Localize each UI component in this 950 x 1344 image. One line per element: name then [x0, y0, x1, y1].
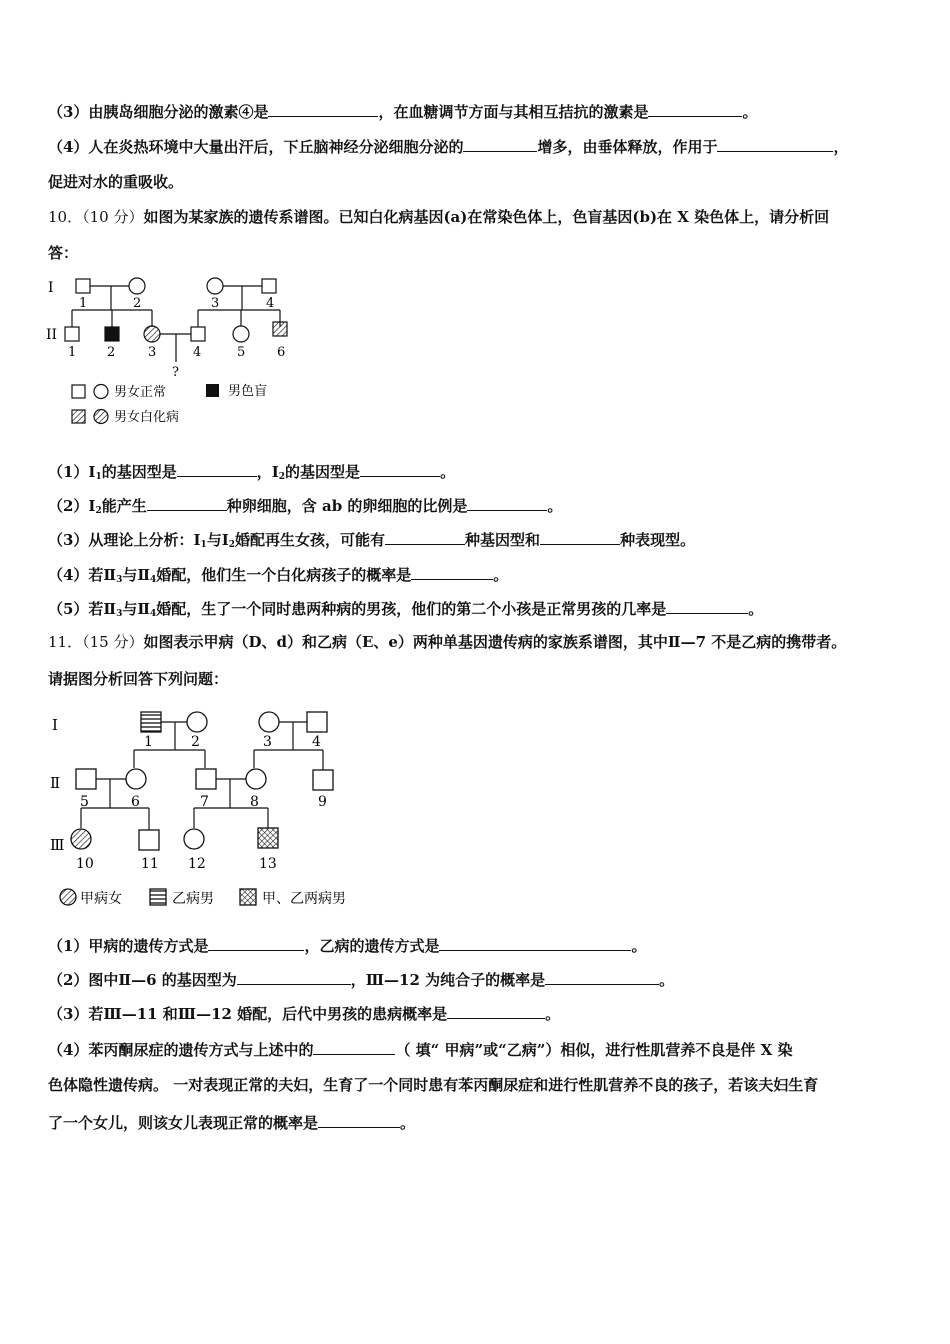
male-both-diseases: [258, 828, 278, 848]
female-normal: [129, 278, 145, 294]
generation-label-ii: Ⅱ: [50, 774, 61, 792]
individual-id: 3: [148, 345, 157, 360]
q10-part5: （5）若$Ⅱ_3$与$Ⅱ_4$婚配，生了一个同时患两种病的男孩，他们的第二个小孩是正常男孩的几率是 。: [48, 600, 764, 619]
male-normal: [313, 770, 333, 790]
female-normal: [246, 769, 266, 789]
q11-part4-end: 了一个女儿，则该女儿表现正常的概率是 。: [48, 1114, 416, 1132]
generation-label-i: I: [48, 280, 54, 296]
individual-id: 4: [312, 734, 321, 750]
generation-label-iii: Ⅲ: [50, 836, 65, 854]
answer-blank[interactable]: [463, 136, 537, 152]
male-normal: [139, 830, 159, 850]
legend-c-label: 甲、乙两病男: [262, 891, 346, 907]
answer-blank[interactable]: [385, 529, 465, 545]
individual-id: 8: [250, 794, 259, 810]
answer-blank[interactable]: [411, 564, 493, 580]
individual-id: 11: [141, 856, 159, 872]
answer-blank[interactable]: [648, 101, 742, 117]
generation-label-ii: II: [46, 327, 58, 343]
individual-id: 10: [76, 856, 94, 872]
individual-id: 12: [188, 856, 206, 872]
legend-male-disease-b: [150, 889, 166, 905]
female-normal: [259, 712, 279, 732]
individual-id: 5: [237, 345, 246, 360]
individual-id: 2: [191, 734, 200, 750]
female-normal: [187, 712, 207, 732]
answer-blank[interactable]: [717, 136, 833, 152]
individual-id: 6: [277, 345, 286, 360]
answer-blank[interactable]: [467, 495, 547, 511]
individual-id: 3: [211, 296, 220, 311]
male-colorblind: [105, 327, 119, 341]
individual-id: 1: [79, 296, 88, 311]
answer-blank[interactable]: [360, 461, 440, 477]
q10-part2: $(2)Ⅰ_2$能产生 种卵细胞，含 ab 的卵细胞的比例是 。: [48, 497, 563, 516]
generation-label-i: Ⅰ: [52, 716, 58, 734]
unknown-child: ?: [172, 365, 179, 380]
q10-part4: （4）若$Ⅱ_3$与$Ⅱ_4$婚配，他们生一个白化病孩子的概率是 。: [48, 566, 509, 585]
individual-id: 3: [263, 734, 272, 750]
individual-id: 4: [266, 296, 275, 311]
individual-id: 2: [107, 345, 116, 360]
individual-id: 1: [68, 345, 77, 360]
female-disease-a: [71, 829, 91, 849]
individual-id: 9: [318, 794, 327, 810]
q10-pedigree-figure: [40, 272, 310, 432]
legend-female-albino: [94, 410, 108, 424]
male-disease-b: [141, 712, 161, 732]
q11-part4-cont: 色体隐性遗传病。 一对表现正常的夫妇，生育了一个同时患有苯丙酮尿症和进行性肌营养不良的孩子，若该夫妇生育: [48, 1076, 819, 1094]
answer-blank[interactable]: [439, 935, 631, 951]
q11-part2: （2）图中Ⅱ—6 的基因型为 ，Ⅲ—12 为纯合子的概率是 。: [48, 971, 675, 989]
female-normal: [207, 278, 223, 294]
male-albino: [273, 322, 287, 336]
legend-normal-label: 男女正常: [114, 385, 167, 400]
q10-part1: $(1)Ⅰ_1$的基因型是 ，$Ⅰ_2$的基因型是 。: [48, 463, 456, 482]
legend-male-normal: [72, 385, 85, 398]
answer-blank[interactable]: [313, 1039, 395, 1055]
answer-blank[interactable]: [318, 1112, 400, 1128]
answer-blank[interactable]: [208, 935, 304, 951]
legend-colorblind-label: 男色盲: [228, 384, 268, 399]
answer-blank[interactable]: [447, 1003, 545, 1019]
individual-id: 6: [131, 794, 140, 810]
q11-part1: （1）甲病的遗传方式是 ，乙病的遗传方式是 。: [48, 937, 647, 955]
legend-female-disease-a: [60, 889, 76, 905]
legend-male-both: [240, 889, 256, 905]
male-normal: [65, 327, 79, 341]
q11-part3: （3）若Ⅲ—11 和Ⅲ—12 婚配，后代中男孩的患病概率是 。: [48, 1005, 561, 1023]
legend-male-albino: [72, 410, 85, 423]
female-normal: [184, 829, 204, 849]
legend-a-label: 甲病女: [80, 891, 122, 907]
legend-albino-label: 男女白化病: [114, 410, 180, 425]
q9-part4: （4）人在炎热环境中大量出汗后，下丘脑神经分泌细胞分泌的 增多，由垂体释放，作用于 ，: [48, 138, 849, 156]
answer-blank[interactable]: [237, 969, 351, 985]
q9-part3: （3）由胰岛细胞分泌的激素④是 ，在血糖调节方面与其相互拮抗的激素是 。: [48, 103, 758, 121]
male-normal: [307, 712, 327, 732]
male-normal: [262, 279, 276, 293]
individual-id: 1: [144, 734, 153, 750]
answer-blank[interactable]: [268, 101, 378, 117]
individual-id: 2: [133, 296, 142, 311]
answer-blank[interactable]: [666, 598, 748, 614]
male-normal: [76, 279, 90, 293]
q10-stem-cont: 答：: [48, 244, 79, 262]
female-normal: [233, 326, 249, 342]
q11-stem-cont: 请据图分析回答下列问题：: [48, 670, 229, 688]
female-normal: [126, 769, 146, 789]
q11-part4: （4）苯丙酮尿症的遗传方式与上述中的 （ 填“ 甲病”或“乙病”）相似，进行性肌营养不良是伴 X 染: [48, 1041, 793, 1059]
q11-stem: 11．（15 分）如图表示甲病（D、d）和乙病（E、e）两种单基因遗传病的家族系谱图，其中Ⅱ—7 不是乙病的携带者。: [48, 633, 847, 651]
individual-id: 13: [259, 856, 277, 872]
individual-id: 7: [200, 794, 209, 810]
legend-b-label: 乙病男: [172, 891, 214, 907]
male-normal: [191, 327, 205, 341]
answer-blank[interactable]: [540, 529, 620, 545]
answer-blank[interactable]: [147, 495, 227, 511]
q10-stem: 10．（10 分）如图为某家族的遗传系谱图。已知白化病基因(a)在常染色体上，色盲基因(b)在 X 染色体上，请分析回: [48, 208, 830, 226]
legend-colorblind: [206, 384, 219, 397]
individual-id: 5: [80, 794, 89, 810]
male-normal: [196, 769, 216, 789]
individual-id: 4: [193, 345, 202, 360]
answer-blank[interactable]: [545, 969, 659, 985]
q10-part3: （3）从理论上分析：$Ⅰ_1$与$Ⅰ_2$婚配再生女孩，可能有 种基因型和 种表现型。: [48, 531, 696, 550]
q11-pedigree-figure: [44, 702, 374, 914]
male-normal: [76, 769, 96, 789]
q9-part4-cont: 促进对水的重吸收。: [48, 173, 184, 191]
answer-blank[interactable]: [177, 461, 257, 477]
female-albino: [144, 326, 160, 342]
legend-female-normal: [94, 385, 108, 399]
